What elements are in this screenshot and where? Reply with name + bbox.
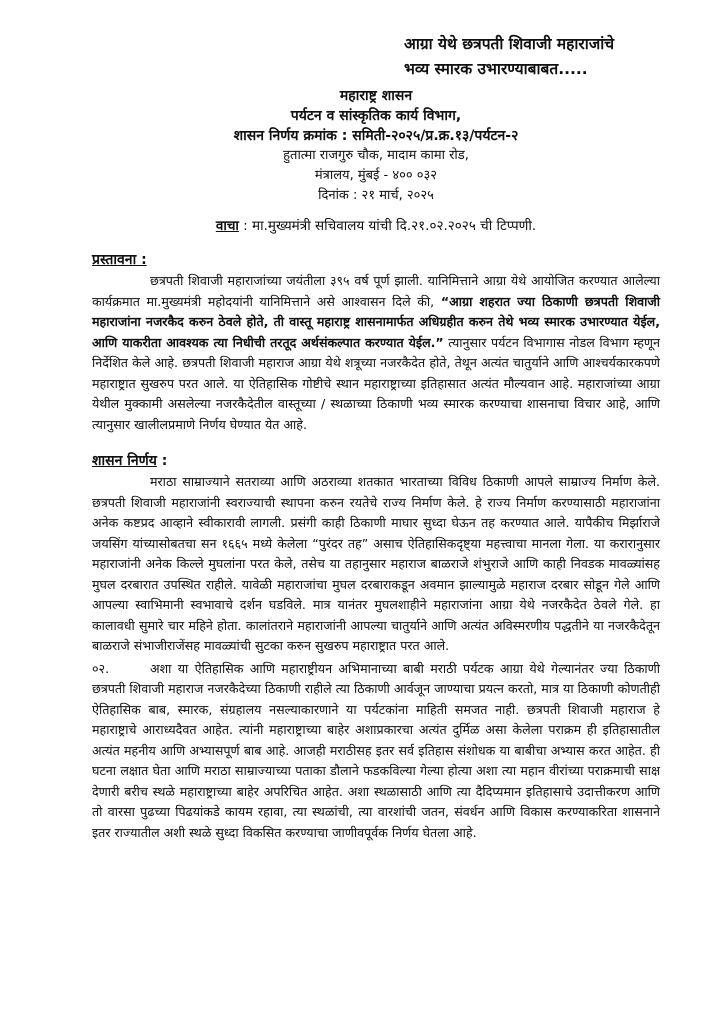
subject-line-1: आग्रा येथे छत्रपती शिवाजी महाराजांचे [404,35,615,53]
department-name: पर्यटन व सांस्कृतिक कार्य विभाग, [290,108,462,124]
decision-paragraph-2-text: अशा या ऐतिहासिक आणि महाराष्ट्रीयन अभिमानाच्या बाबी मराठी पर्यटक आग्रा येथे गेल्यानंतर ज्या ठिकाणी छत्रपती शिवाजी महाराज नजरकैदेच्या ठिकाणी राहीले त्या ठिकाणी आर्वजून जाण्याचा प्रयत्न करतो, मात्र या ठिकाणी कोणतीही ऐतिहासिक बाब, स्मारक, संग्रहालय नसल्याकारणाने या पर्यटकांना माहिती समजत नाही. छत्रपती शिवाजी महाराज हे महाराष्ट्राचे आराध्यदैवत आहेत. त्यांनी महाराष्ट्राच्या बाहेर अशाप्रकारचा अत्यंत दुर्मिळ असा केलेला पराक्रम ही इतिहासातील अत्यंत महनीय आणि अभ्यासपूर्ण बाब आहे. आजही मराठीसह इतर सर्व इतिहास संशोधक या बाबीचा अभ्यास करत आहेत. ही घटना लक्षात घेता आणि मराठा साम्राज्याच्या पताका डौलाने फडकविल्या गेल्या होत्या अशा त्या महान वीरांच्या पराक्रमाची साक्ष देणारी बरीच स्थळे महाराष्ट्राच्या बाहेर अपरिचित आहेत. अशा स्थळासाठी आणि त्या दैदिप्यमान इतिहासाचे उदात्तीकरण आणि तो वारसा पुढच्या पिढयांकडे कायम रहावा, त्या स्थळांची, त्या वारशांची जतन, संवर्धन आणि विकास करण्याकरिता शासनाने इतर राज्यातील अशी स्थळे सुध्दा विकसित करण्याचा जाणीवपूर्वक निर्णय घेतला आहे. [92,660,660,840]
gr-number: शासन निर्णय क्रमांक : समिती-२०२५/प्र.क्र.१३/पर्यटन-२ [233,128,519,144]
gr-header [92,86,660,206]
preamble-paragraph [92,271,660,435]
preamble-quote: “आग्रा शहरात ज्या ठिकाणी छत्रपती शिवाजी महाराजांना नजरकैद करुन ठेवले होते, ती वास्तू महाराष्ट्र शासनामार्फत अधिग्रहीत करुन तेथे भव्य स्मारक उभारण्यात येईल, आणि याकरीता आवश्यक त्या निधीची तरतूद अर्थसंकल्पात करण्यात येईल.” [92,293,660,350]
preamble-text-2: त्यानुसार पर्यटन विभागास नोडल विभाग म्हणून निर्देशित केले आहे. छत्रपती शिवाजी महाराज आग्रा येथे शत्रूच्या नजरकैदेत होते, तेथून अत्यंत चातुर्याने आणि आश्चर्यकारकपणे महाराष्ट्रात सुखरुप परत आले. या ऐतिहासिक गोष्टीचे स्थान महाराष्ट्राच्या इतिहासात अत्यंत मौल्यवान आहे. महाराजांच्या आग्रा येथील मुक्कामी असलेल्या नजरकैदेतील वास्तूच्या / स्थळाच्या ठिकाणी भव्य स्मारक करण्याचा शासनाचा विचार आहे, आणि त्यानुसार खालीलप्रमाणे निर्णय घेण्यात येत आहे. [92,334,660,432]
reference-label: वाचा [215,218,239,234]
subject-block [404,32,684,82]
preamble-heading [92,250,660,269]
decision-title-suffix: : [156,453,168,469]
decision-paragraph-2 [92,659,660,844]
decision-heading [92,451,660,470]
reference-text: : मा.मुख्यमंत्री सचिवालय यांची दि.२१.०२.२०२५ ची टिप्पणी. [238,218,537,234]
reference-line [92,216,660,234]
subject-line-2: भव्य स्मारक उभारण्याबाबत..... [404,60,588,78]
decision-paragraph-1: मराठा साम्राज्याने सतराव्या आणि अठराव्या शतकात भारताच्या विविध ठिकाणी आपले साम्राज्य निर्माण केले. छत्रपती शिवाजी महाराजांनी स्वराज्याची स्थापना करुन रयतेचे राज्य निर्माण केले. हे राज्य निर्माण करण्यासाठी महाराजांना अनेक कष्टप्रद आव्हाने स्वीकारावी लागली. प्रसंगी काही ठिकाणी माघार सुध्दा घेऊन तह करण्यात आले. यापैकीच मिर्झाराजे जयसिंग यांच्यासोबतचा सन १६६५ मध्ये केलेला “पुरंदर तह” असाच ऐतिहासिकदृष्ट्या महत्त्वाचा मानला गेला. या करारानुसार महाराजांनी अनेक किल्ले मुघलांना परत केले, तसेच या तहानुसार महाराज बाळराजे शंभुराजे आणि काही निवडक मावळ्यांसह मुघल दरबारात उपस्थित राहीले. यावेळी महाराजांचा मुघल दरबाराकडून अवमान झाल्यामुळे महाराज दरबार सोडून गेले आणि आपल्या स्वाभिमानी स्वभावाचे दर्शन घडविले. मात्र यानंतर मुघलशाहीने महाराजांना आग्रा येथे नजरकैदेत ठेवले गेले. हा कालावधी सुमारे चार महिने होता. कालांतराने महाराजांनी आपल्या चातुर्याने आणि अत्यंत अविस्मरणीय पद्धतीने या नजरकैदेतून बाळराजे संभाजीराजेंसह मावळ्यांची सुटका करुन सुखरुप महाराष्ट्रात परत आले. [92,474,660,653]
address-line-2: मंत्रालय, मुंबई - ४०० ०३२ [314,168,438,183]
preamble-text-1: छत्रपती शिवाजी महाराजांच्या जयंतीला ३९५ वर्ष पूर्ण झाली. यानिमित्ताने आग्रा येथे आयोजित करण्यात आलेल्या कार्यक्रमात मा.मुख्यमंत्री महोदयांनी यानिमित्ताने असे आश्वासन दिले की, [92,273,660,309]
decision-title: शासन निर्णय [92,453,157,469]
gr-date: दिनांक : २१ मार्च, २०२५ [318,188,434,203]
state-name: महाराष्ट्र शासन [339,88,413,104]
paragraph-number: ०२. [92,660,110,676]
preamble-title: प्रस्तावना : [92,252,147,268]
address-line-1: हुतात्मा राजगुरु चौक, मादाम कामा रोड, [283,148,469,163]
